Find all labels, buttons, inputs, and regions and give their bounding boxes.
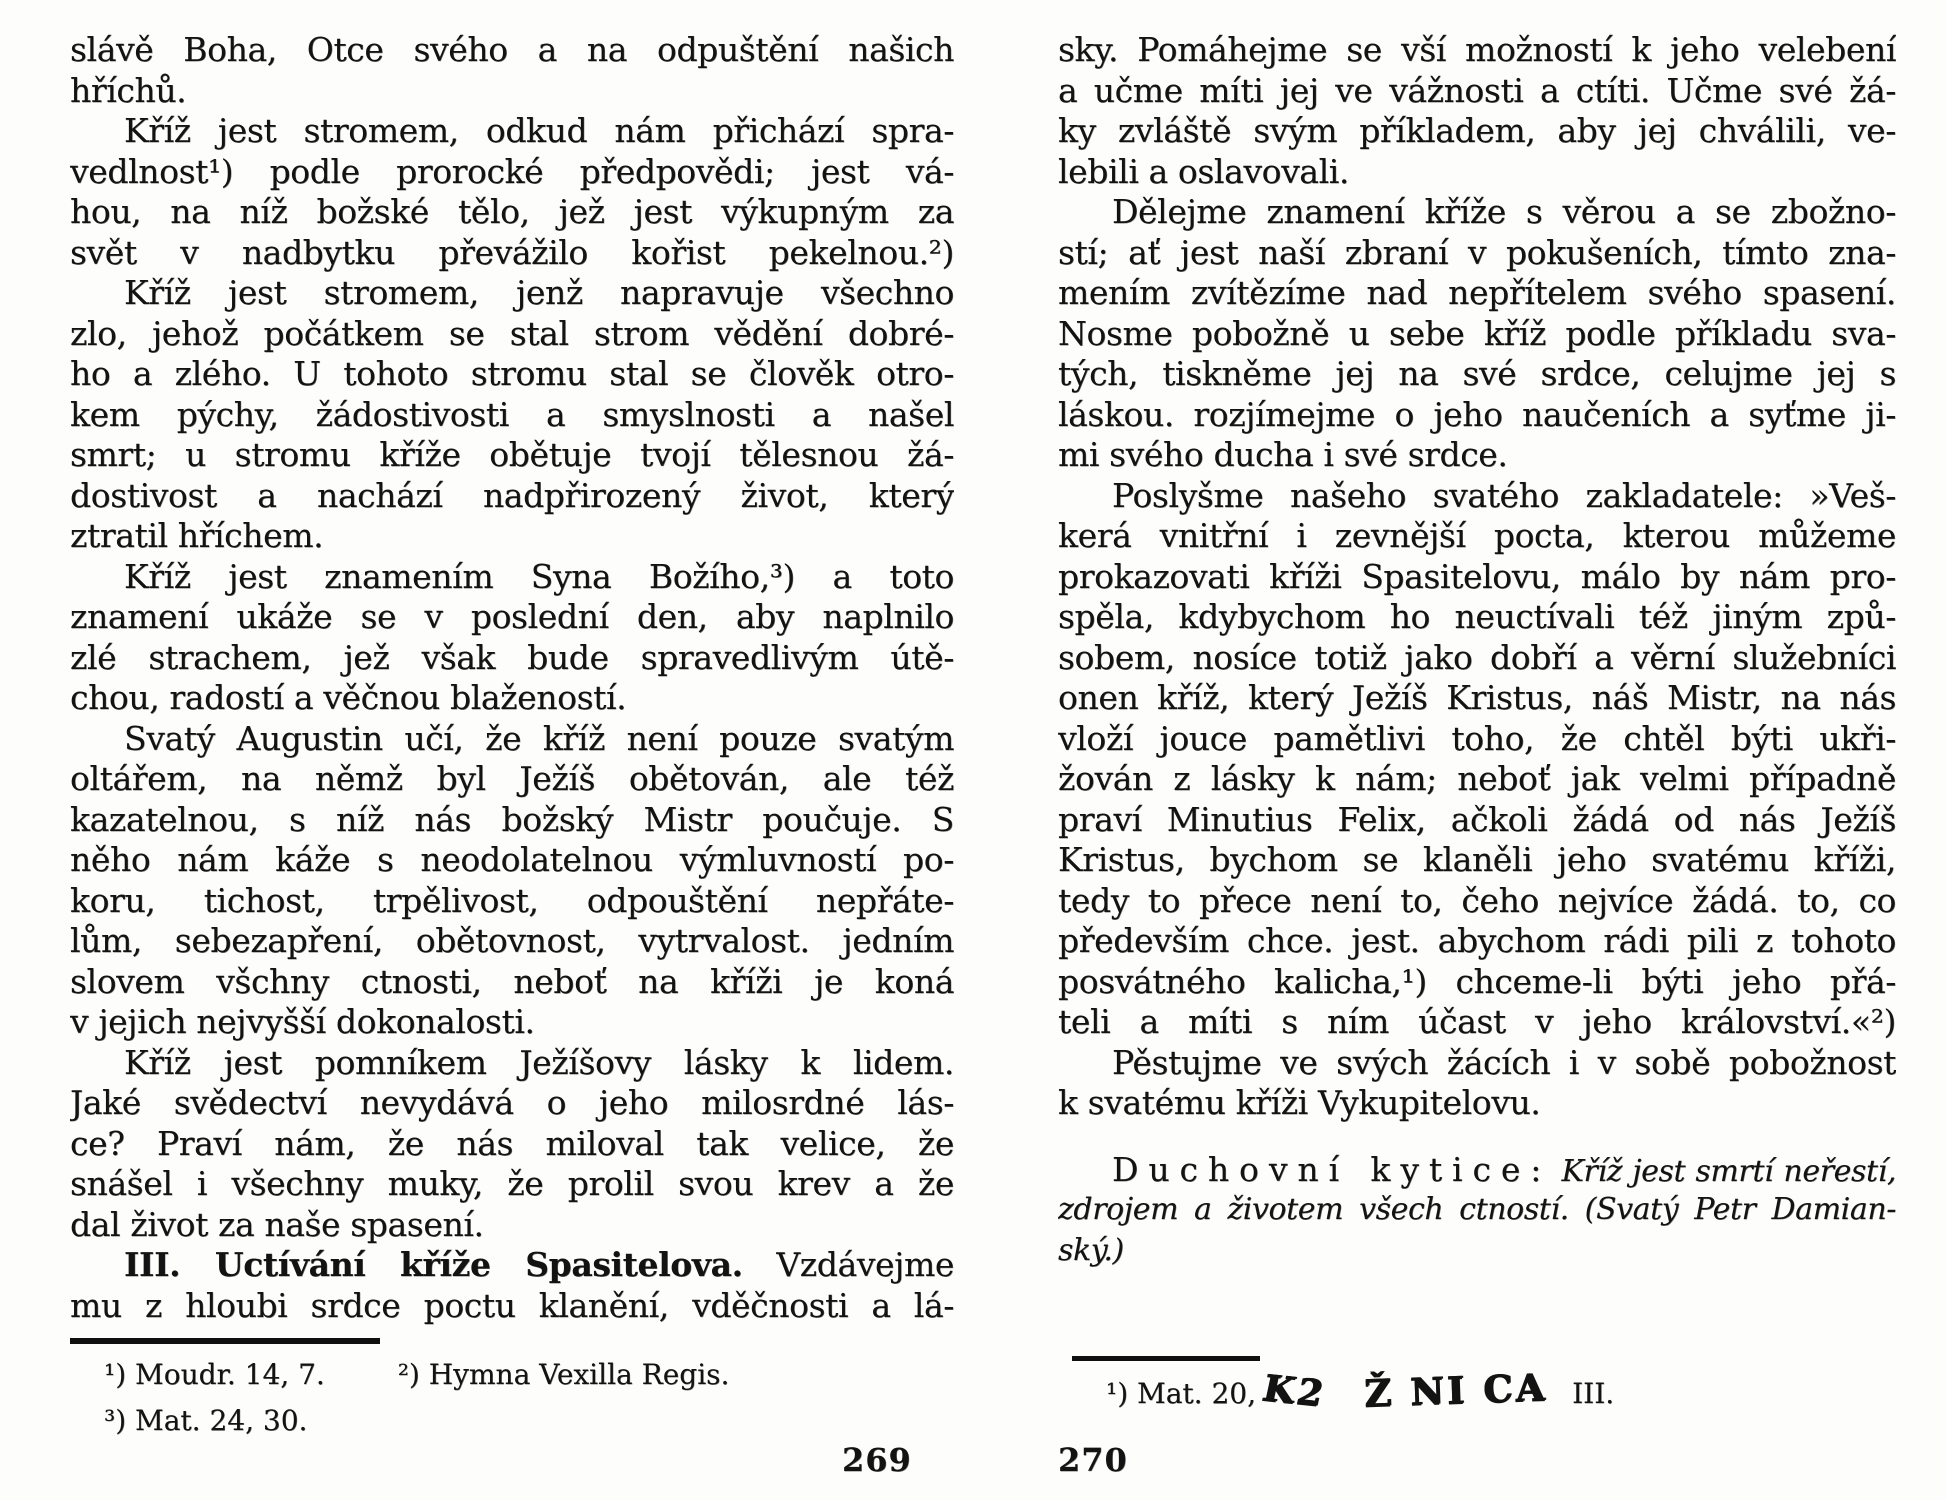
text-segment: tedy to přece není to, čeho nejvíce žádá. to, co [1058,880,1896,920]
text-line [70,273,954,314]
text-line [1058,395,1896,436]
text-line [70,800,954,841]
text-line [1058,800,1896,841]
text-segment: Kříž jest pomníkem Ježíšovy lásky k lidem. [124,1042,954,1082]
page-number-left: 269 [842,1441,912,1479]
text-line [1058,30,1896,71]
text-segment: prokazovati kříži Spasitelovu, málo by nám pro- [1058,556,1896,596]
footnote-line [1072,1364,1892,1417]
text-segment: žován z lásky k nám; neboť jak velmi případně [1058,759,1896,798]
text-line [70,1164,954,1205]
text-line [1058,71,1896,112]
text-segment: slávě Boha, Otce svého a na odpuštění našich [70,30,954,69]
text-segment: mením zvítězíme nad nepřítelem svého spasení. [1058,273,1896,312]
text-line [70,840,954,881]
text-segment: III. Uctívání kříže Spasitelova. [124,1245,743,1284]
text-line [70,1002,954,1043]
right-column [1058,30,1896,1271]
text-line [1058,1231,1896,1272]
text-line [70,71,954,112]
text-segment: chou, radostí a věčnou blažeností. [70,678,627,717]
text-segment: ztratil hříchem. [70,516,324,555]
stamp-overprint: Ž NI CA [1363,1364,1548,1416]
text-segment: Svatý Augustin učí, že kříž není pouze svatým [124,718,954,758]
left-column [70,30,954,1326]
text-segment: dal život za naše spasení. [70,1204,484,1244]
text-segment: v jejich nejvyšší dokonalosti. [70,1002,535,1041]
text-segment: ce? Praví nám, že nás miloval tak velice, že [70,1123,954,1163]
text-segment: sobem, nosíce totiž jako dobří a věrní služebníci [1058,637,1896,677]
text-segment: vedlnost¹) podle prorocké předpovědi; jest vá- [70,151,954,191]
text-line [1058,111,1896,152]
text-segment: Kristus, bychom se klaněli jeho svatému kříži, [1058,840,1896,879]
text-segment: stí; ať jest naší zbraní v pokušeních, tímto zna- [1058,232,1896,272]
footnote-moudr: ¹) Moudr. 14, 7. [104,1358,325,1391]
text-segment: posvátného kalicha,¹) chceme-li býti jeho přá- [1058,961,1896,1001]
text-segment: ho a zlého. U tohoto stromu stal se člověk otro- [70,354,954,393]
text-segment: láskou. rozjímejme o jeho naučeních a syťme ji- [1058,394,1896,434]
text-line [70,314,954,355]
text-line [70,192,954,233]
text-segment: tých, tiskněme jej na své srdce, celujme jej s [1058,354,1896,393]
text-line [70,111,954,152]
footnote-roman-numeral: III. [1572,1377,1615,1410]
text-line [1058,476,1896,517]
text-segment: kerá vnitřní i zevnější pocta, kterou můžeme [1058,516,1896,555]
text-line [1058,597,1896,638]
text-segment: Poslyšme našeho svatého zakladatele: »Veš- [1112,475,1896,515]
text-segment: mi svého ducha i své srdce. [1058,435,1508,474]
text-segment: něho nám káže s neodolatelnou výmluvností po- [70,840,954,879]
text-line [70,1286,954,1327]
text-line [1058,840,1896,881]
text-segment: Nosme pobožně u sebe kříž podle příkladu sva- [1058,313,1896,353]
text-segment: kem pýchy, žádostivosti a smyslnosti a našel [70,394,954,434]
text-line [70,1124,954,1165]
footnote-mat-20: ¹) Mat. 20, [1106,1377,1256,1410]
text-line [1058,1002,1896,1043]
page-number-right: 270 [1058,1441,1128,1479]
text-line [1058,152,1896,193]
text-segment: snášel i všechny muky, že prolil svou krev a že [70,1164,954,1203]
text-line [1058,881,1896,922]
text-line [1058,638,1896,679]
text-segment: hříchů. [70,70,187,110]
text-line [70,1043,954,1084]
text-line [70,1083,954,1124]
footnote-line [70,1398,954,1444]
text-segment: hou, na níž božské tělo, jež jest výkupným za [70,192,954,231]
left-column-text [70,30,954,1326]
text-line [70,516,954,557]
right-footnotes [1072,1356,1892,1417]
text-segment: Dělejme znamení kříže s věrou a se zbožno- [1112,192,1896,231]
text-line [1058,759,1896,800]
text-segment: sky. Pomáhejme se vší možností k jeho velebení [1058,30,1896,69]
text-line [70,152,954,193]
text-line [70,638,954,679]
text-line [70,435,954,476]
text-segment: teli a míti s ním účast v jeho království.«²) [1058,1002,1896,1041]
text-segment: Duchovní kytice: [1112,1149,1552,1189]
text-line [70,30,954,71]
footnote-line [70,1352,954,1398]
text-segment: zlé strachem, jež však bude spravedlivým útě- [70,637,954,677]
text-line [1058,273,1896,314]
text-segment: kazatelnou, s níž nás božský Mistr poučuje. S [70,799,954,839]
text-line [1058,1150,1896,1191]
text-line [70,1245,954,1286]
text-segment: Kříž jest znamením Syna Božího,³) a toto [124,556,954,596]
text-line [70,962,954,1003]
text-line [1058,354,1896,395]
left-footnotes [70,1338,954,1444]
text-line [1058,192,1896,233]
stamp-overprint: K2 [1258,1367,1330,1415]
footnote-mat: ³) Mat. 24, 30. [104,1404,308,1437]
text-segment: smrt; u stromu kříže obětuje tvojí tělesnou žá- [70,435,954,474]
text-segment: svět v nadbytku převážilo kořist pekelnou.²) [70,232,954,272]
text-segment: a učme míti jej ve vážnosti a ctíti. Učme své žá- [1058,70,1896,110]
text-segment: Vzdávejme [742,1245,954,1284]
text-segment: především chce. jest. abychom rádi pili z tohoto [1058,921,1896,960]
text-line [1058,719,1896,760]
text-segment: onen kříž, který Ježíš Kristus, náš Mistr, na nás [1058,678,1896,717]
text-line [1058,233,1896,274]
text-line [1058,921,1896,962]
footnote-hymna: ²) Hymna Vexilla Regis. [397,1358,730,1391]
text-line [1058,678,1896,719]
text-line [70,597,954,638]
text-segment: mu z hloubi srdce poctu klanění, vděčnosti a lá- [70,1285,954,1325]
text-line [1058,557,1896,598]
footnote-rule [70,1338,380,1344]
text-segment: lům, sebezapření, obětovnost, vytrvalost. jedním [70,921,954,960]
text-segment: vloží jouce pamětlivi toho, že chtěl býti ukři- [1058,718,1896,758]
text-line [1058,516,1896,557]
text-line [1058,1083,1896,1124]
text-segment: Kříž jest smrtí neřestí, [1551,1153,1896,1189]
text-segment: Jaké svědectví nevydává o jeho milosrdné lás- [70,1083,954,1122]
right-column-text [1058,30,1896,1271]
footnote-rule [1072,1356,1260,1361]
text-line [70,881,954,922]
text-line [70,557,954,598]
text-segment: Pěstujme ve svých žácích i v sobě pobožnost [1112,1042,1896,1082]
text-segment: spěla, kdybychom ho neuctívali též jiným způ- [1058,597,1896,636]
text-segment: slovem všchny ctnosti, neboť na kříži je koná [70,961,954,1001]
text-line [70,233,954,274]
text-segment: znamení ukáže se v poslední den, aby naplnilo [70,597,954,636]
text-segment: zlo, jehož počátkem se stal strom vědění dobré- [70,313,954,353]
text-segment: lebili a oslavovali. [1058,151,1349,191]
text-segment: oltářem, na němž byl Ježíš obětován, ale též [70,759,954,798]
text-line [70,395,954,436]
text-segment: Kříž jest stromem, odkud nám přichází spra- [124,111,954,150]
text-line [70,678,954,719]
text-segment: Kříž jest stromem, jenž napravuje všechno [124,273,954,312]
text-segment: zdrojem a životem všech ctností. (Svatý Petr Damian- [1058,1192,1896,1227]
text-segment: k svatému kříži Vykupitelovu. [1058,1083,1541,1122]
text-segment: dostivost a nachází nadpřirozený život, který [70,475,954,515]
text-line [1058,314,1896,355]
text-line [1058,1043,1896,1084]
text-segment: ský.) [1058,1232,1124,1268]
text-line [70,921,954,962]
text-line [70,354,954,395]
text-line [70,719,954,760]
text-line [70,476,954,517]
text-line [70,1205,954,1246]
text-segment: koru, tichost, trpělivost, odpouštění nepřáte- [70,880,954,920]
text-line [1058,962,1896,1003]
text-line [1058,1190,1896,1231]
text-line [70,759,954,800]
text-segment: praví Minutius Felix, ačkoli žádá od nás Ježíš [1058,799,1896,839]
text-line [1058,435,1896,476]
text-segment: ky zvláště svým příkladem, aby jej chválili, ve- [1058,111,1896,150]
